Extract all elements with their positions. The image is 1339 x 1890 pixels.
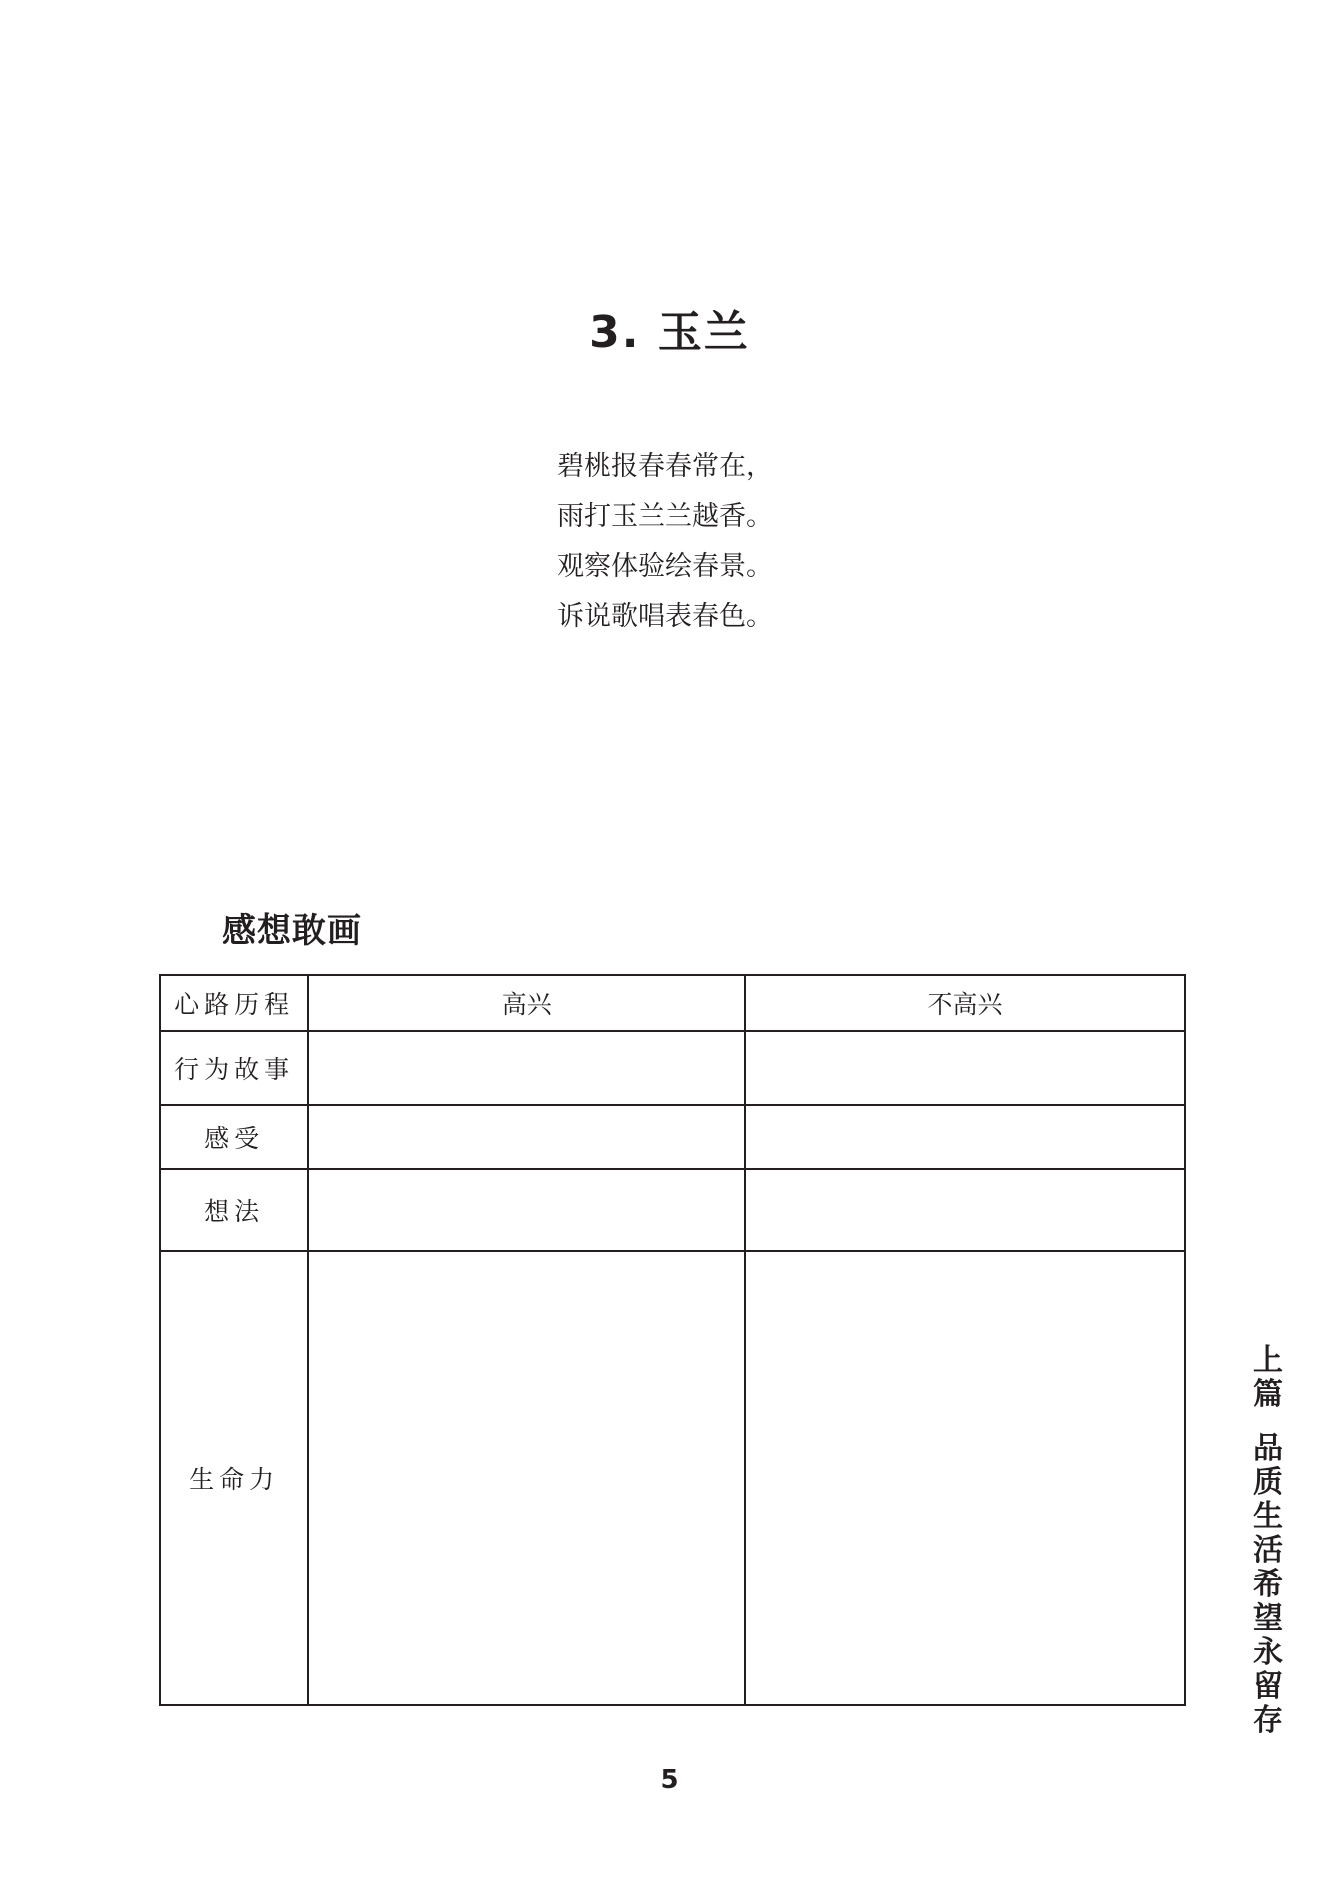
- row-label-cell: 行为故事: [160, 1031, 308, 1105]
- unhappy-cell[interactable]: [745, 1105, 1185, 1169]
- table-header-row: [160, 975, 1185, 1031]
- table-row: [160, 1031, 1185, 1105]
- reflection-table: [159, 974, 1186, 1706]
- poem-line: 诉说歌唱表春色。: [557, 601, 773, 632]
- header-unhappy-cell: 不高兴: [745, 975, 1185, 1031]
- side-chapter-label: [1248, 1344, 1288, 1738]
- side-part-label: 上篇: [1253, 1343, 1283, 1412]
- side-chapter-title: 品质生活希望永留存: [1253, 1431, 1283, 1738]
- section-heading: 感想敢画: [222, 911, 362, 951]
- header-happy-cell: 高兴: [308, 975, 745, 1031]
- header-label-cell: 心路历程: [160, 975, 308, 1031]
- unhappy-cell[interactable]: [745, 1169, 1185, 1251]
- row-label-cell: 生命力: [160, 1251, 308, 1705]
- happy-cell[interactable]: [308, 1105, 745, 1169]
- poem-line: 观察体验绘春景。: [557, 551, 773, 582]
- happy-cell[interactable]: [308, 1251, 745, 1705]
- table-row: [160, 1251, 1185, 1705]
- poem-line: 雨打玉兰兰越香。: [557, 501, 773, 532]
- happy-cell[interactable]: [308, 1031, 745, 1105]
- page-number: 5: [660, 1765, 679, 1795]
- happy-cell[interactable]: [308, 1169, 745, 1251]
- row-label-cell: 想法: [160, 1169, 308, 1251]
- poem: [557, 442, 773, 642]
- table-row: [160, 1169, 1185, 1251]
- poem-line: 碧桃报春春常在，: [557, 451, 773, 482]
- unhappy-cell[interactable]: [745, 1031, 1185, 1105]
- row-label-cell: 感受: [160, 1105, 308, 1169]
- page-title: 3. 玉兰: [589, 307, 750, 358]
- table-row: [160, 1105, 1185, 1169]
- unhappy-cell[interactable]: [745, 1251, 1185, 1705]
